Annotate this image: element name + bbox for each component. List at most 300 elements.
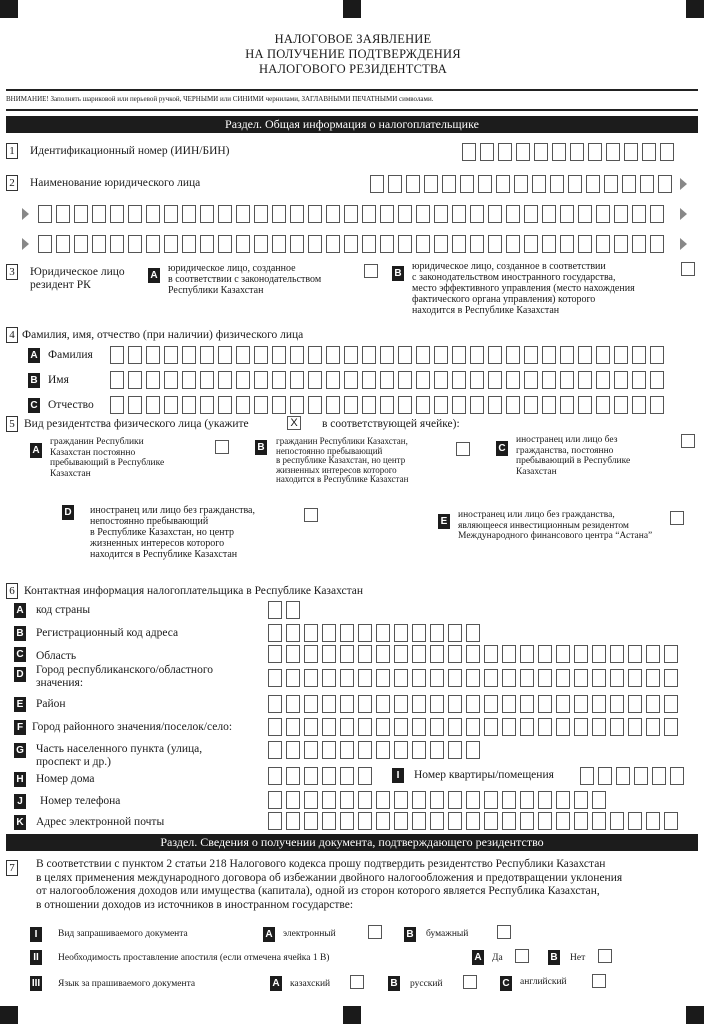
char-cell[interactable]	[406, 175, 420, 193]
char-cell[interactable]	[642, 143, 656, 161]
char-cell[interactable]	[394, 791, 408, 809]
char-cell[interactable]	[394, 812, 408, 830]
char-cell[interactable]	[272, 346, 286, 364]
char-cell[interactable]	[658, 175, 672, 193]
char-cell[interactable]	[488, 371, 502, 389]
char-cell[interactable]	[506, 371, 520, 389]
char-cell[interactable]	[614, 371, 628, 389]
char-cell[interactable]	[290, 371, 304, 389]
char-cell[interactable]	[524, 205, 538, 223]
char-cell[interactable]	[596, 346, 610, 364]
char-cell[interactable]	[56, 205, 70, 223]
char-cell[interactable]	[362, 205, 376, 223]
char-cell[interactable]	[574, 669, 588, 687]
char-cell[interactable]	[416, 205, 430, 223]
char-cell[interactable]	[606, 143, 620, 161]
char-cell[interactable]	[434, 396, 448, 414]
char-cell[interactable]	[394, 669, 408, 687]
char-cell[interactable]	[452, 396, 466, 414]
char-cell[interactable]	[286, 601, 300, 619]
char-cell[interactable]	[670, 767, 684, 785]
country-code-cells[interactable]	[268, 601, 304, 619]
char-cell[interactable]	[484, 695, 498, 713]
char-cell[interactable]	[92, 235, 106, 253]
street-cells[interactable]	[268, 741, 484, 759]
char-cell[interactable]	[478, 175, 492, 193]
char-cell[interactable]	[56, 235, 70, 253]
char-cell[interactable]	[268, 741, 282, 759]
char-cell[interactable]	[560, 346, 574, 364]
char-cell[interactable]	[470, 371, 484, 389]
char-cell[interactable]	[430, 695, 444, 713]
char-cell[interactable]	[660, 143, 674, 161]
char-cell[interactable]	[322, 791, 336, 809]
char-cell[interactable]	[340, 741, 354, 759]
char-cell[interactable]	[358, 791, 372, 809]
char-cell[interactable]	[200, 346, 214, 364]
char-cell[interactable]	[362, 371, 376, 389]
char-cell[interactable]	[322, 645, 336, 663]
residency-a-checkbox[interactable]	[215, 440, 229, 454]
char-cell[interactable]	[560, 235, 574, 253]
char-cell[interactable]	[460, 175, 474, 193]
char-cell[interactable]	[326, 396, 340, 414]
char-cell[interactable]	[340, 718, 354, 736]
char-cell[interactable]	[556, 791, 570, 809]
char-cell[interactable]	[322, 767, 336, 785]
char-cell[interactable]	[412, 669, 426, 687]
char-cell[interactable]	[604, 175, 618, 193]
char-cell[interactable]	[322, 624, 336, 642]
settlement-cells[interactable]	[268, 718, 682, 736]
char-cell[interactable]	[286, 767, 300, 785]
char-cell[interactable]	[498, 143, 512, 161]
char-cell[interactable]	[412, 741, 426, 759]
apartment-cells[interactable]	[580, 767, 688, 785]
char-cell[interactable]	[664, 718, 678, 736]
char-cell[interactable]	[254, 396, 268, 414]
char-cell[interactable]	[236, 235, 250, 253]
char-cell[interactable]	[646, 718, 660, 736]
char-cell[interactable]	[574, 812, 588, 830]
char-cell[interactable]	[376, 695, 390, 713]
char-cell[interactable]	[502, 645, 516, 663]
char-cell[interactable]	[650, 346, 664, 364]
char-cell[interactable]	[466, 718, 480, 736]
char-cell[interactable]	[304, 695, 318, 713]
char-cell[interactable]	[448, 812, 462, 830]
char-cell[interactable]	[466, 645, 480, 663]
char-cell[interactable]	[286, 791, 300, 809]
char-cell[interactable]	[466, 624, 480, 642]
char-cell[interactable]	[74, 235, 88, 253]
char-cell[interactable]	[470, 205, 484, 223]
char-cell[interactable]	[358, 695, 372, 713]
char-cell[interactable]	[254, 205, 268, 223]
residency-c-checkbox[interactable]	[681, 434, 695, 448]
char-cell[interactable]	[38, 205, 52, 223]
language-english-checkbox[interactable]	[592, 974, 606, 988]
char-cell[interactable]	[646, 669, 660, 687]
char-cell[interactable]	[560, 371, 574, 389]
char-cell[interactable]	[412, 695, 426, 713]
char-cell[interactable]	[520, 791, 534, 809]
char-cell[interactable]	[496, 175, 510, 193]
char-cell[interactable]	[610, 695, 624, 713]
char-cell[interactable]	[632, 346, 646, 364]
char-cell[interactable]	[326, 371, 340, 389]
phone-cells[interactable]	[268, 791, 610, 809]
char-cell[interactable]	[448, 791, 462, 809]
char-cell[interactable]	[542, 235, 556, 253]
char-cell[interactable]	[92, 205, 106, 223]
char-cell[interactable]	[616, 767, 630, 785]
char-cell[interactable]	[424, 175, 438, 193]
char-cell[interactable]	[592, 812, 606, 830]
char-cell[interactable]	[376, 741, 390, 759]
char-cell[interactable]	[236, 396, 250, 414]
char-cell[interactable]	[520, 718, 534, 736]
char-cell[interactable]	[340, 695, 354, 713]
apostille-yes-checkbox[interactable]	[515, 949, 529, 963]
char-cell[interactable]	[272, 205, 286, 223]
char-cell[interactable]	[664, 812, 678, 830]
char-cell[interactable]	[412, 791, 426, 809]
char-cell[interactable]	[398, 205, 412, 223]
char-cell[interactable]	[556, 718, 570, 736]
char-cell[interactable]	[556, 645, 570, 663]
char-cell[interactable]	[286, 741, 300, 759]
char-cell[interactable]	[268, 645, 282, 663]
char-cell[interactable]	[272, 396, 286, 414]
char-cell[interactable]	[624, 143, 638, 161]
char-cell[interactable]	[664, 695, 678, 713]
char-cell[interactable]	[344, 371, 358, 389]
char-cell[interactable]	[598, 767, 612, 785]
char-cell[interactable]	[622, 175, 636, 193]
char-cell[interactable]	[268, 695, 282, 713]
char-cell[interactable]	[614, 235, 628, 253]
char-cell[interactable]	[448, 645, 462, 663]
char-cell[interactable]	[164, 346, 178, 364]
char-cell[interactable]	[430, 645, 444, 663]
char-cell[interactable]	[632, 235, 646, 253]
char-cell[interactable]	[524, 371, 538, 389]
char-cell[interactable]	[236, 371, 250, 389]
char-cell[interactable]	[578, 205, 592, 223]
email-cells[interactable]	[268, 812, 682, 830]
char-cell[interactable]	[448, 669, 462, 687]
char-cell[interactable]	[340, 669, 354, 687]
char-cell[interactable]	[380, 396, 394, 414]
char-cell[interactable]	[592, 669, 606, 687]
char-cell[interactable]	[394, 718, 408, 736]
char-cell[interactable]	[358, 645, 372, 663]
char-cell[interactable]	[628, 718, 642, 736]
char-cell[interactable]	[580, 767, 594, 785]
char-cell[interactable]	[574, 791, 588, 809]
char-cell[interactable]	[376, 624, 390, 642]
char-cell[interactable]	[646, 812, 660, 830]
char-cell[interactable]	[542, 396, 556, 414]
char-cell[interactable]	[308, 396, 322, 414]
legal-name-cells-row-3[interactable]	[38, 235, 668, 253]
char-cell[interactable]	[430, 624, 444, 642]
char-cell[interactable]	[128, 205, 142, 223]
char-cell[interactable]	[398, 396, 412, 414]
patronymic-cells[interactable]	[110, 396, 668, 414]
char-cell[interactable]	[412, 718, 426, 736]
char-cell[interactable]	[434, 235, 448, 253]
char-cell[interactable]	[128, 371, 142, 389]
char-cell[interactable]	[272, 235, 286, 253]
char-cell[interactable]	[502, 718, 516, 736]
char-cell[interactable]	[322, 741, 336, 759]
char-cell[interactable]	[506, 235, 520, 253]
char-cell[interactable]	[614, 346, 628, 364]
char-cell[interactable]	[570, 143, 584, 161]
char-cell[interactable]	[164, 235, 178, 253]
char-cell[interactable]	[646, 645, 660, 663]
char-cell[interactable]	[344, 235, 358, 253]
char-cell[interactable]	[470, 235, 484, 253]
char-cell[interactable]	[574, 645, 588, 663]
char-cell[interactable]	[128, 396, 142, 414]
char-cell[interactable]	[304, 767, 318, 785]
char-cell[interactable]	[592, 791, 606, 809]
char-cell[interactable]	[286, 695, 300, 713]
char-cell[interactable]	[362, 346, 376, 364]
char-cell[interactable]	[308, 205, 322, 223]
char-cell[interactable]	[286, 669, 300, 687]
char-cell[interactable]	[268, 601, 282, 619]
char-cell[interactable]	[182, 205, 196, 223]
char-cell[interactable]	[466, 669, 480, 687]
char-cell[interactable]	[308, 371, 322, 389]
char-cell[interactable]	[322, 669, 336, 687]
char-cell[interactable]	[326, 346, 340, 364]
char-cell[interactable]	[268, 624, 282, 642]
char-cell[interactable]	[484, 791, 498, 809]
char-cell[interactable]	[538, 645, 552, 663]
char-cell[interactable]	[632, 205, 646, 223]
char-cell[interactable]	[430, 718, 444, 736]
char-cell[interactable]	[664, 669, 678, 687]
char-cell[interactable]	[574, 718, 588, 736]
char-cell[interactable]	[588, 143, 602, 161]
char-cell[interactable]	[466, 812, 480, 830]
legal-name-cells-row-1[interactable]	[370, 175, 676, 193]
char-cell[interactable]	[556, 695, 570, 713]
char-cell[interactable]	[376, 791, 390, 809]
char-cell[interactable]	[488, 346, 502, 364]
char-cell[interactable]	[182, 371, 196, 389]
char-cell[interactable]	[520, 812, 534, 830]
char-cell[interactable]	[254, 346, 268, 364]
char-cell[interactable]	[200, 205, 214, 223]
char-cell[interactable]	[538, 791, 552, 809]
char-cell[interactable]	[146, 205, 160, 223]
char-cell[interactable]	[538, 695, 552, 713]
char-cell[interactable]	[610, 645, 624, 663]
char-cell[interactable]	[358, 767, 372, 785]
char-cell[interactable]	[488, 205, 502, 223]
char-cell[interactable]	[200, 235, 214, 253]
residency-d-checkbox[interactable]	[304, 508, 318, 522]
char-cell[interactable]	[628, 669, 642, 687]
char-cell[interactable]	[542, 346, 556, 364]
char-cell[interactable]	[434, 346, 448, 364]
char-cell[interactable]	[344, 205, 358, 223]
char-cell[interactable]	[416, 396, 430, 414]
char-cell[interactable]	[586, 175, 600, 193]
char-cell[interactable]	[308, 346, 322, 364]
char-cell[interactable]	[290, 235, 304, 253]
char-cell[interactable]	[326, 235, 340, 253]
legal-name-cells-row-2[interactable]	[38, 205, 668, 223]
char-cell[interactable]	[362, 235, 376, 253]
char-cell[interactable]	[502, 791, 516, 809]
char-cell[interactable]	[290, 346, 304, 364]
city-cells[interactable]	[268, 669, 682, 687]
char-cell[interactable]	[164, 371, 178, 389]
char-cell[interactable]	[452, 205, 466, 223]
char-cell[interactable]	[628, 695, 642, 713]
char-cell[interactable]	[304, 741, 318, 759]
residency-e-checkbox[interactable]	[670, 511, 684, 525]
char-cell[interactable]	[628, 812, 642, 830]
char-cell[interactable]	[182, 235, 196, 253]
char-cell[interactable]	[146, 346, 160, 364]
char-cell[interactable]	[610, 718, 624, 736]
doc-type-electronic-checkbox[interactable]	[368, 925, 382, 939]
char-cell[interactable]	[268, 718, 282, 736]
char-cell[interactable]	[412, 812, 426, 830]
char-cell[interactable]	[286, 812, 300, 830]
char-cell[interactable]	[596, 371, 610, 389]
char-cell[interactable]	[110, 371, 124, 389]
language-russian-checkbox[interactable]	[463, 975, 477, 989]
char-cell[interactable]	[610, 812, 624, 830]
char-cell[interactable]	[664, 645, 678, 663]
char-cell[interactable]	[416, 235, 430, 253]
region-cells[interactable]	[268, 645, 682, 663]
char-cell[interactable]	[110, 396, 124, 414]
char-cell[interactable]	[322, 812, 336, 830]
char-cell[interactable]	[370, 175, 384, 193]
char-cell[interactable]	[376, 669, 390, 687]
char-cell[interactable]	[380, 371, 394, 389]
char-cell[interactable]	[480, 143, 494, 161]
char-cell[interactable]	[358, 624, 372, 642]
char-cell[interactable]	[164, 205, 178, 223]
char-cell[interactable]	[524, 396, 538, 414]
char-cell[interactable]	[236, 205, 250, 223]
char-cell[interactable]	[520, 669, 534, 687]
char-cell[interactable]	[452, 346, 466, 364]
char-cell[interactable]	[412, 645, 426, 663]
char-cell[interactable]	[610, 669, 624, 687]
char-cell[interactable]	[502, 812, 516, 830]
char-cell[interactable]	[304, 645, 318, 663]
char-cell[interactable]	[380, 346, 394, 364]
char-cell[interactable]	[398, 346, 412, 364]
char-cell[interactable]	[340, 812, 354, 830]
char-cell[interactable]	[552, 143, 566, 161]
char-cell[interactable]	[470, 346, 484, 364]
char-cell[interactable]	[268, 812, 282, 830]
char-cell[interactable]	[614, 396, 628, 414]
char-cell[interactable]	[218, 396, 232, 414]
char-cell[interactable]	[556, 812, 570, 830]
char-cell[interactable]	[470, 396, 484, 414]
char-cell[interactable]	[268, 669, 282, 687]
char-cell[interactable]	[358, 669, 372, 687]
char-cell[interactable]	[376, 645, 390, 663]
char-cell[interactable]	[304, 812, 318, 830]
char-cell[interactable]	[506, 346, 520, 364]
iin-bin-cells[interactable]	[462, 143, 678, 161]
char-cell[interactable]	[218, 371, 232, 389]
district-cells[interactable]	[268, 695, 682, 713]
char-cell[interactable]	[340, 624, 354, 642]
char-cell[interactable]	[286, 718, 300, 736]
char-cell[interactable]	[146, 396, 160, 414]
char-cell[interactable]	[650, 235, 664, 253]
char-cell[interactable]	[516, 143, 530, 161]
char-cell[interactable]	[578, 396, 592, 414]
char-cell[interactable]	[524, 346, 538, 364]
char-cell[interactable]	[304, 624, 318, 642]
char-cell[interactable]	[110, 205, 124, 223]
char-cell[interactable]	[502, 695, 516, 713]
char-cell[interactable]	[340, 791, 354, 809]
char-cell[interactable]	[430, 812, 444, 830]
char-cell[interactable]	[488, 235, 502, 253]
char-cell[interactable]	[574, 695, 588, 713]
char-cell[interactable]	[550, 175, 564, 193]
char-cell[interactable]	[304, 669, 318, 687]
char-cell[interactable]	[394, 695, 408, 713]
char-cell[interactable]	[146, 235, 160, 253]
char-cell[interactable]	[538, 812, 552, 830]
char-cell[interactable]	[304, 791, 318, 809]
char-cell[interactable]	[128, 346, 142, 364]
char-cell[interactable]	[290, 205, 304, 223]
char-cell[interactable]	[376, 718, 390, 736]
char-cell[interactable]	[146, 371, 160, 389]
char-cell[interactable]	[592, 695, 606, 713]
char-cell[interactable]	[532, 175, 546, 193]
surname-cells[interactable]	[110, 346, 668, 364]
char-cell[interactable]	[542, 205, 556, 223]
char-cell[interactable]	[430, 669, 444, 687]
char-cell[interactable]	[394, 645, 408, 663]
char-cell[interactable]	[466, 791, 480, 809]
char-cell[interactable]	[358, 741, 372, 759]
char-cell[interactable]	[524, 235, 538, 253]
char-cell[interactable]	[556, 669, 570, 687]
char-cell[interactable]	[254, 235, 268, 253]
char-cell[interactable]	[394, 741, 408, 759]
char-cell[interactable]	[596, 396, 610, 414]
char-cell[interactable]	[430, 741, 444, 759]
char-cell[interactable]	[614, 205, 628, 223]
char-cell[interactable]	[38, 235, 52, 253]
residency-b-checkbox[interactable]	[456, 442, 470, 456]
char-cell[interactable]	[416, 346, 430, 364]
char-cell[interactable]	[448, 624, 462, 642]
